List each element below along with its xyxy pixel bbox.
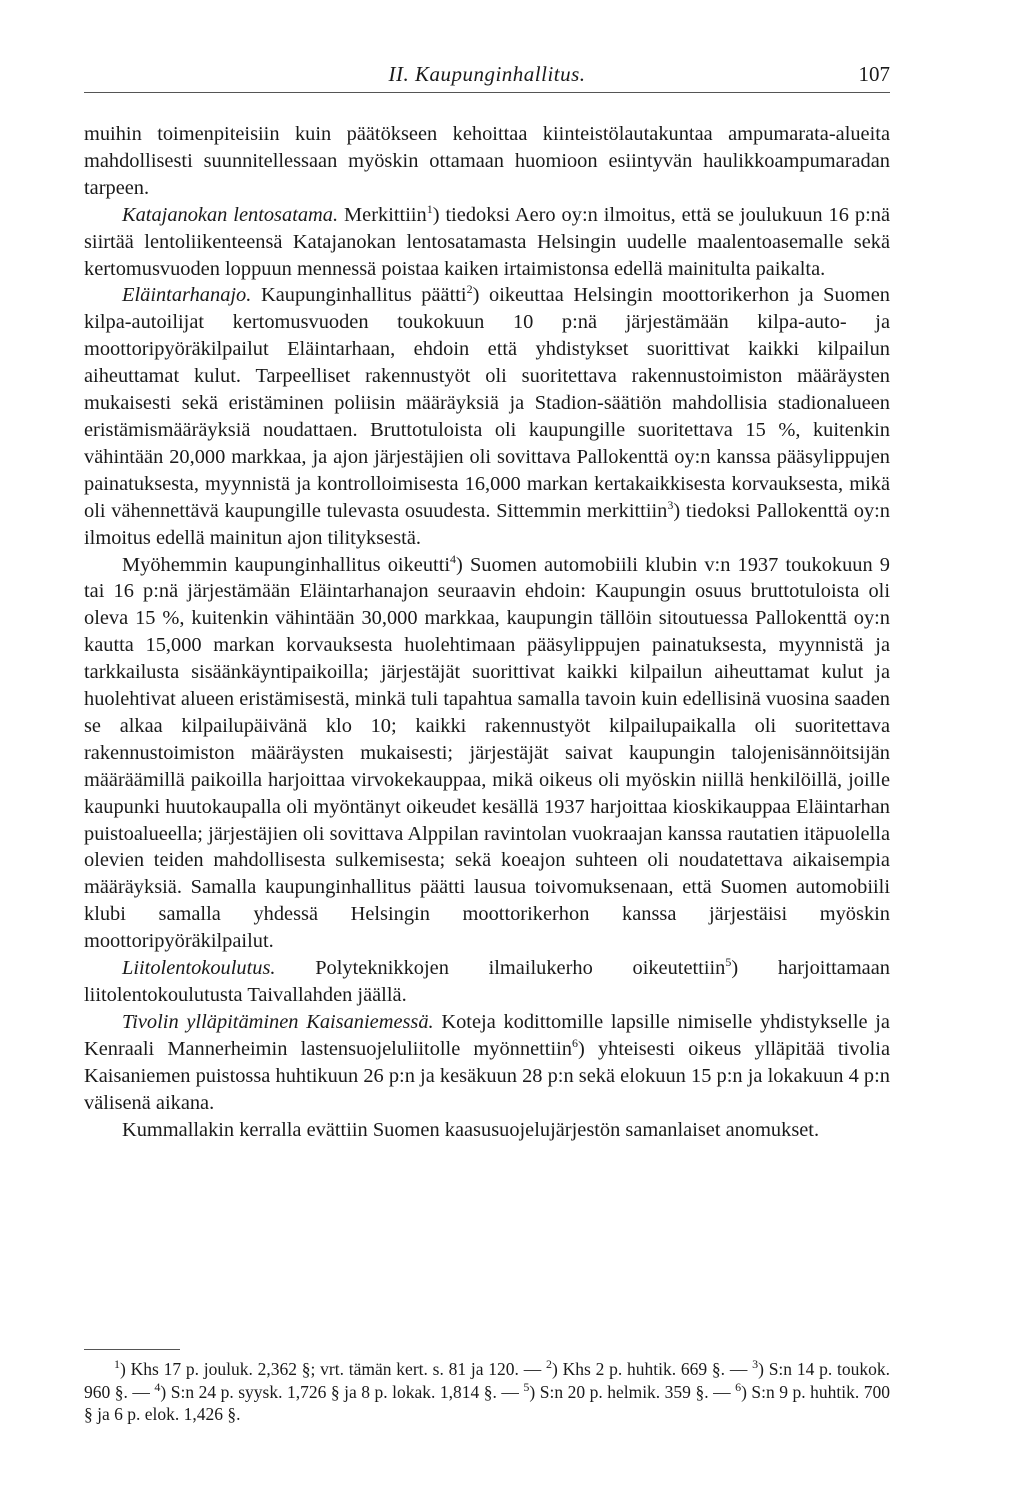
- text-run: ) S:n 9 p. huhtik. 700 § ja 6 p. elok. 1,426 §.: [84, 1381, 890, 1424]
- paragraph: [84, 552, 890, 956]
- paragraph: [84, 282, 890, 551]
- text-run: muihin toimenpiteisiin kuin päätökseen kehoittaa kiinteistölautakuntaa ampumarata-alueita mahdollisesti suunnitellessaan myöskin ottamaan huomioon esiintyvän haulikkoampumaradan tarpeen.: [84, 123, 890, 199]
- footnote-text: [84, 1358, 890, 1426]
- text-run: Polyteknikkojen ilmailukerho oikeutettiin: [315, 957, 726, 980]
- text-run: ) tiedoksi Pallokenttä oy:n ilmoitus edellä mainitun ajon tilityksestä.: [84, 499, 890, 549]
- footnote-marker: 3: [667, 497, 674, 512]
- text-run: ) harjoittamaan liitolentokoulutusta Taivallahden jäällä.: [84, 957, 890, 1006]
- section-heading: Katajanokan lentosatama.: [122, 203, 339, 226]
- running-title: II. Kaupunginhallitus.: [388, 62, 586, 86]
- footnote-marker: 1: [114, 1357, 120, 1372]
- paragraph: [84, 1009, 890, 1117]
- footnote-marker: 4: [154, 1379, 161, 1394]
- footnotes: [84, 1358, 890, 1426]
- text-run: Merkittiin: [344, 203, 427, 226]
- footnote-marker: 1: [426, 201, 433, 216]
- footnote-marker: 5: [523, 1379, 530, 1394]
- text-run: Kummallakin kerralla evättiin Suomen kaasusuojelujärjestön samanlaiset anomukset.: [122, 1118, 820, 1141]
- section-heading: Eläintarhanajo.: [122, 284, 252, 307]
- footnote-divider: [84, 1349, 180, 1350]
- text-run: ) S:n 20 p. helmik. 359 §. —: [529, 1381, 736, 1402]
- page-number: 107: [858, 62, 890, 86]
- paragraph: [84, 202, 890, 283]
- section-heading: Tivolin ylläpitäminen Kaisaniemessä.: [122, 1010, 434, 1033]
- text-run: ) Khs 2 p. huhtik. 669 §. —: [552, 1359, 753, 1379]
- page-header: [84, 62, 890, 93]
- paragraph: [84, 121, 890, 202]
- footnote-marker: 2: [546, 1357, 552, 1372]
- text-run: ) tiedoksi Aero oy:n ilmoitus, että se joulukuun 16 p:nä siirtää lentoliikenteensä Katajanokan lentosatamasta Helsingin uudelle maalentoasemalle sekä kertomusvuoden loppuun mennessä poistaa kaiken irtaimistonsa edellä mainitulta paikalta.: [84, 203, 890, 280]
- text-run: ) yhteisesti oikeus ylläpitää tivolia Kaisaniemen puistossa huhtikuun 26 p:n ja kesäkuun 28 p:n sekä elokuun 15 p:n ja lokakuun 4 p:n välisenä aikana.: [84, 1037, 890, 1114]
- text-run: Myöhemmin kaupunginhallitus oikeutti: [122, 553, 451, 576]
- footnote-marker: 5: [725, 955, 732, 970]
- section-heading: Liitolentokoulutus.: [122, 957, 276, 980]
- body-text: [84, 121, 890, 1143]
- text-run: ) S:n 14 p. toukok. 960 §. —: [84, 1359, 890, 1402]
- text-run: Koteja kodittomille lapsille nimiselle yhdistykselle ja Kenraali Mannerheimin lastensuojeluliitolle myönnettiin: [84, 1010, 890, 1060]
- footnote-marker: 3: [752, 1357, 759, 1372]
- text-run: ) Suomen automobiili klubin v:n 1937 toukokuun 9 tai 16 p:nä järjestämään Eläintarhanajon seuraavin ehdoin: Kaupungin osuus bruttotuloista oli oleva 15 %, kuitenkin vähintään 30,000 markkaa, kaupungin tällöin sitoutuessa Pallokenttä oy:n kautta 15,000 markan korvauksesta huolehtimaan pääsylippujen painatuksesta, myynnistä ja tarkkailusta sisäänkäyntipaikoilla; järjestäjät suorittivat kaikki kilpailun aiheuttamat kulut ja huolehtivat alueen eristämisestä, minkä tuli tapahtua samalla tavoin kuin edellisinä vuosina saaden se alkaa kilpailupäivänä klo 10; kaikki rakennustyöt kilpailupaikalla oli suoritettava rakennustoimiston määräysten mukaisesti; järjestäjät saivat kaupungin talojenisännöitsijän määräämillä paikoilla harjoittaa virvokekauppaa, mikä oikeus oli myöskin niillä henkilöillä, joille kaupunki huutokaupalla oli myöntänyt oikeudet kesällä 1937 harjoittaa kioskikauppaa Eläintarhan puistoalueella; järjestäjien oli sovittava Alppilan ravintolan vuokraajan kanssa rautatien itäpuolella olevien teiden mahdollisesta sulkemisesta; sekä koeajon suhteen oli noudatettava aikaisempia määräyksiä. Samalla kaupunginhallitus päätti lausua toivomuksenaan, että Suomen automobiili klubi samalla yhdessä Helsingin moottorikerhon kanssa järjestäisi myöskin moottoripyöräkilpailut.: [84, 553, 891, 953]
- paragraph: [84, 955, 890, 1009]
- text-run: Kaupunginhallitus päätti: [260, 284, 467, 307]
- footnote-marker: 6: [735, 1379, 742, 1394]
- paragraph: [84, 1117, 890, 1144]
- text-run: ) Khs 17 p. jouluk. 2,362 §; vrt. tämän kert. s. 81 ja 120. —: [120, 1359, 546, 1379]
- text-run: ) S:n 24 p. syysk. 1,726 § ja 8 p. lokak. 1,814 §. —: [160, 1381, 524, 1402]
- footnote-marker: 6: [571, 1036, 578, 1051]
- footnote-marker: 4: [450, 551, 457, 566]
- footnote-marker: 2: [466, 282, 473, 297]
- text-run: ) oikeuttaa Helsingin moottorikerhon ja Suomen kilpa-autoilijat kertomusvuoden toukokuun 10 p:nä järjestämään kilpa-auto- ja moottoripyöräkilpailut Eläintarhaan, ehdoin että yhdistykset suorittivat kaikki kilpailun aiheuttamat kulut. Tarpeelliset rakennustyöt oli suoritettava rakennustoimiston määräysten mukaisesti sekä eristäminen poliisin määräyksiä ja Stadion-säätiön mahdollisia stadionalueen eristämismääräyksiä noudattaen. Bruttotuloista oli kaupungille suoritettava 15 %, kuitenkin vähintään 20,000 markkaa, ja ajon järjestäjien oli sovittava Pallokenttä oy:n kanssa pääsylippujen painatuksesta, myynnistä ja kontrolloimisesta 16,000 markan kertakaikkisesta korvauksesta, mikä oli vähennettävä kaupungille tulevasta osuudesta. Sittemmin merkittiin: [84, 284, 890, 522]
